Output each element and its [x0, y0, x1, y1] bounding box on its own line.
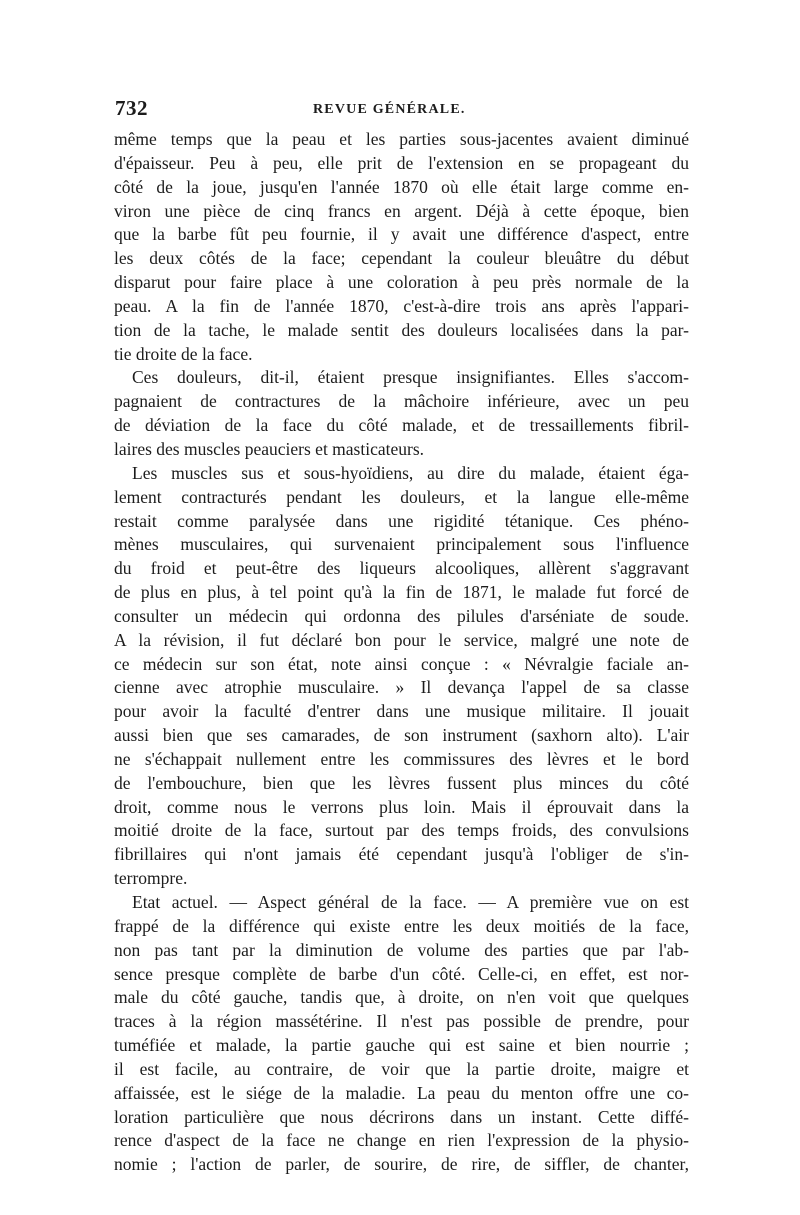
text-line: tion de la tache, le malade sentit des douleurs localisées dans la par-	[114, 319, 689, 340]
text-line: affaissée, est le siége de la maladie. La peau du menton offre une co-	[114, 1082, 689, 1103]
text-line: tuméfiée et malade, la partie gauche qui est saine et bien nourrie ;	[114, 1035, 689, 1056]
text-line: moitié droite de la face, surtout par des temps froids, des convulsions	[114, 820, 689, 841]
text-line: de l'embouchure, bien que les lèvres fussent plus minces du côté	[114, 772, 689, 793]
text-line: loration particulière que nous décrirons dans un instant. Cette diffé-	[114, 1106, 689, 1127]
text-line: mènes musculaires, qui survenaient principalement sous l'influence	[114, 534, 689, 555]
text-line: rence d'aspect de la face ne change en rien l'expression de la physio-	[114, 1130, 689, 1151]
text-line: pagnaient de contractures de la mâchoire inférieure, avec un peu	[114, 391, 689, 412]
text-line: ce médecin sur son état, note ainsi conçue : « Névralgie faciale an-	[114, 653, 689, 674]
text-line: de déviation de la face du côté malade, et de tressaillements fibril-	[114, 415, 689, 436]
text-line: Ces douleurs, dit-il, étaient presque insignifiantes. Elles s'accom-	[132, 367, 689, 388]
text-line: de plus en plus, à tel point qu'à la fin de 1871, le malade fut forcé de	[114, 582, 689, 603]
text-line: Les muscles sus et sous-hyoïdiens, au dire du malade, étaient éga-	[132, 462, 689, 483]
text-line: les deux côtés de la face; cependant la couleur bleuâtre du début	[114, 248, 689, 269]
text-line: Etat actuel. — Aspect général de la face. — A première vue on est	[132, 892, 689, 912]
text-line: droit, comme nous le verrons plus loin. Mais il éprouvait dans la	[114, 796, 689, 817]
text-line: laires des muscles peauciers et masticateurs.	[114, 438, 425, 459]
text-line: d'épaisseur. Peu à peu, elle prit de l'extension en se propageant du	[114, 152, 689, 173]
text-line: ne s'échappait nullement entre les commissures des lèvres et le bord	[114, 748, 689, 769]
text-line: du froid et peut-être des liqueurs alcooliques, allèrent s'aggravant	[114, 558, 689, 579]
running-title: REVUE GÉNÉRALE.	[313, 102, 466, 117]
text-line: tie droite de la face.	[114, 343, 253, 364]
text-line: cienne avec atrophie musculaire. » Il devança l'appel de sa classe	[114, 677, 689, 698]
text-line: pour avoir la faculté d'entrer dans une musique militaire. Il jouait	[114, 701, 689, 722]
text-line: male du côté gauche, tandis que, à droite, on n'en voit que quelques	[114, 987, 689, 1008]
running-header	[115, 96, 690, 126]
text-line: sence presque complète de barbe d'un côté. Celle-ci, en effet, est nor-	[114, 963, 689, 984]
text-line: fibrillaires qui n'ont jamais été cependant jusqu'à l'obliger de s'in-	[114, 844, 689, 865]
text-line: côté de la joue, jusqu'en l'année 1870 où elle était large comme en-	[114, 176, 689, 197]
text-line: disparut pour faire place à une coloration à peu près normale de la	[114, 272, 689, 293]
text-line: A la révision, il fut déclaré bon pour le service, malgré une note de	[114, 629, 689, 650]
text-line: frappé de la différence qui existe entre les deux moitiés de la face,	[114, 915, 689, 936]
text-line: restait comme paralysée dans une rigidité tétanique. Ces phéno-	[114, 510, 689, 531]
text-line: même temps que la peau et les parties sous-jacentes avaient diminué	[114, 129, 689, 149]
text-line: viron une pièce de cinq francs en argent. Déjà à cette époque, bien	[114, 200, 689, 221]
text-line: peau. A la fin de l'année 1870, c'est-à-dire trois ans après l'appari-	[114, 295, 689, 316]
body-text	[114, 128, 689, 1177]
text-line: aussi bien que ses camarades, de son instrument (saxhorn alto). L'air	[114, 725, 689, 746]
text-line: nomie ; l'action de parler, de sourire, de rire, de siffler, de chanter,	[114, 1154, 689, 1175]
text-line: terrompre.	[114, 868, 188, 889]
page-number: 732	[115, 96, 148, 120]
text-line: que la barbe fût peu fournie, il y avait une différence d'aspect, entre	[114, 224, 689, 245]
text-line: traces à la région massétérine. Il n'est pas possible de prendre, pour	[114, 1011, 689, 1032]
text-line: il est facile, au contraire, de voir que la partie droite, maigre et	[114, 1058, 689, 1079]
text-line: consulter un médecin qui ordonna des pilules d'arséniate de soude.	[114, 605, 689, 626]
text-line: lement contracturés pendant les douleurs, et la langue elle-même	[114, 486, 689, 507]
text-line: non pas tant par la diminution de volume des parties que par l'ab-	[114, 939, 689, 960]
